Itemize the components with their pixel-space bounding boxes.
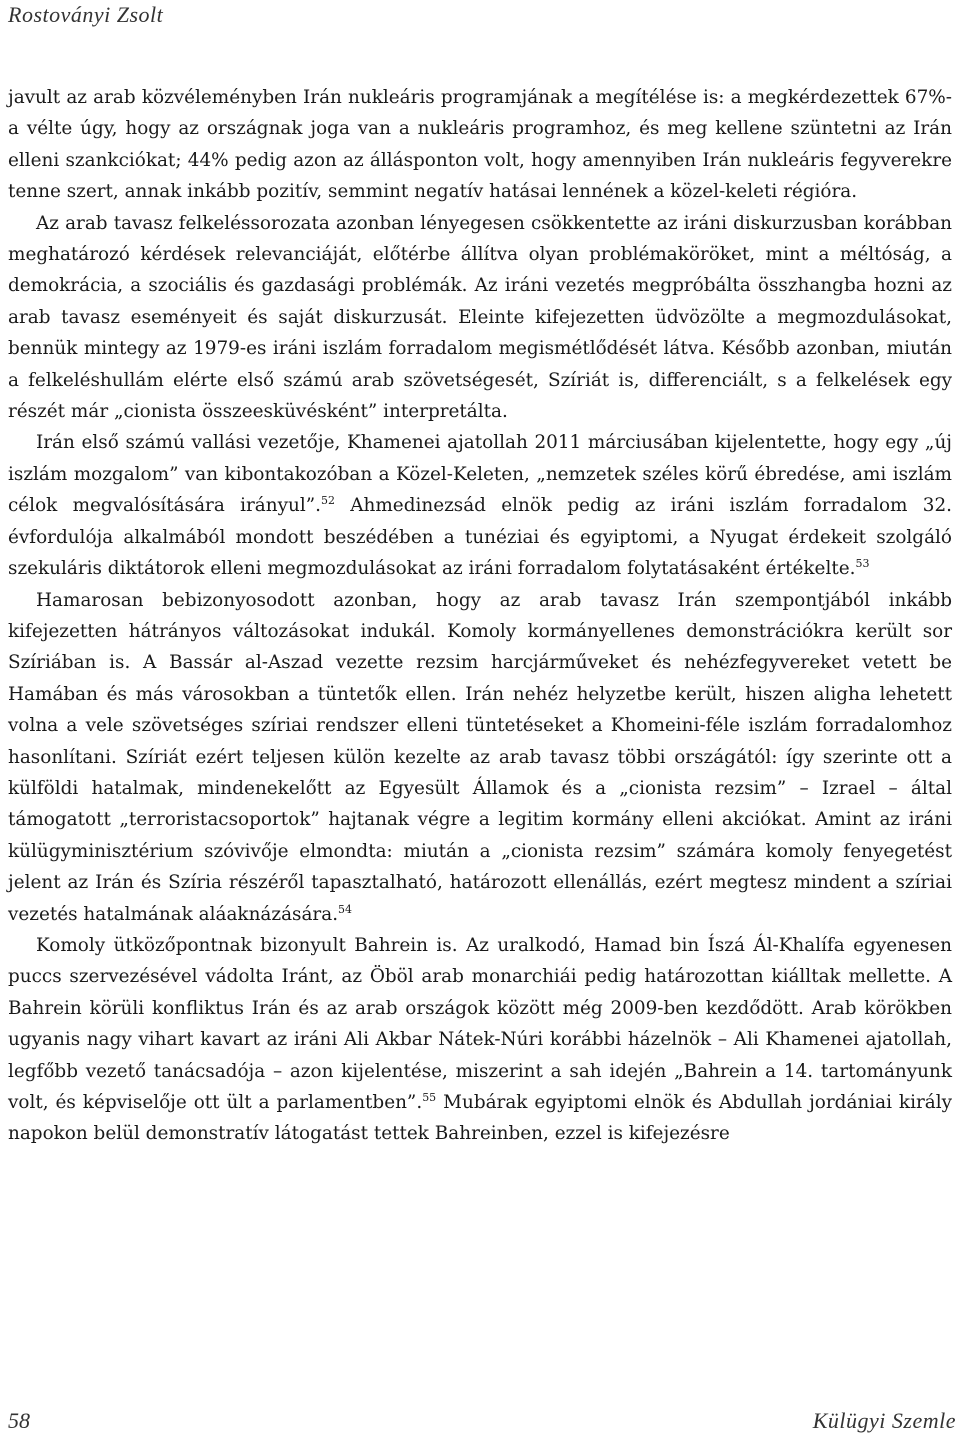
footnote-ref: 53: [855, 556, 870, 570]
footnote-ref: 55: [422, 1090, 437, 1104]
page-number: 58: [8, 1408, 30, 1433]
paragraph-2: [8, 208, 952, 428]
journal-name: Külügyi Szemle: [812, 1408, 956, 1433]
footnote-ref: 54: [338, 902, 353, 916]
paragraph-text: Az arab tavasz felkeléssorozata azonban lényegesen csökkentette az iráni diskurzusban korábban meghatározó kérdések relevanciáját, előtérbe állítva olyan problémaköröket, mint a méltóság, a demokrácia, a szociális és gazdasági problémák. Az iráni vezetés megpróbálta összhangba hozni az arab tavasz eseményeit és saját diskurzusát. Eleinte kifejezetten üdvözölte a megmozdulásokat, bennük mintegy az 1979-es iráni iszlám forradalom megismétlődését látva. Később azonban, miután a felkeléshullám elérte első számú arab szövetségesét, Szíriát is, differenciált, s a felkelések egy részét már „cionista összeesküvésként” interpretálta.: [8, 212, 952, 423]
body-text: [8, 82, 952, 1150]
paragraph-text: Ahmedinezsád elnök pedig az iráni iszlám forradalom 32. évfordulója alkalmából mondott beszédében a tunéziai és egyiptomi, a Nyugat érdekeit szolgáló szekuláris diktátorok elleni megmozdulásokat az iráni forradalom folytatásaként értékelte.: [8, 495, 952, 580]
paragraph-1: [8, 82, 952, 208]
running-header-author: Rostoványi Zsolt: [8, 2, 164, 27]
paragraph-text: Irán első számú vallási vezetője, Khamenei ajatollah 2011 márciusában kijelentette, hogy egy „új iszlám mozgalom” van kibontakozóban a Közel-Keleten, „nemzetek széles körű ébredése, ami iszlám célok megvalósítására irányul”.: [8, 432, 952, 517]
paragraph-text: Hamarosan bebizonyosodott azonban, hogy az arab tavasz Irán szempontjából inkább kifejezetten hátrányos változásokat indukál. Komoly kormányellenes demonstrációkra került sor Szíriában is. A Bassár al-Aszad vezette rezsim harcjárműveket és nehézfegyvereket vetett be Hamában és más városokban a tüntetők ellen. Irán nehéz helyzetbe került, hiszen aligha lehetett volna a vele szövetséges szíriai rendszer elleni tüntetéseket a Khomeini-féle iszlám forradalomhoz hasonlítani. Szíriát ezért teljesen külön kezelte az arab tavasz többi országától: így szerinte ott a külföldi hatalmak, mindenekelőtt az Egyesült Államok és a „cionista rezsim” – Izrael – által támogatott „terroristacsoportok” hajtanak végre a legitim kormány elleni akciókat. Amint az iráni külügyminisztérium szóvivője elmondta: miután a „cionista rezsim” számára komoly fenyegetést jelent az Irán és Szíria részéről tapasztalható, határozott ellenállás, ezért megtesz mindent a szíriai vezetés hatalmának aláaknázására.: [8, 589, 952, 925]
paragraph-5: [8, 930, 952, 1150]
paragraph-4: [8, 585, 952, 930]
paragraph-text: Komoly ütközőpontnak bizonyult Bahrein is. Az uralkodó, Hamad bin Íszá Ál-Khalífa egyenesen puccs szervezésével vádolta Iránt, az Öböl arab monarchiái pedig határozottan kiálltak mellette. A Bahrein körüli konfliktus Irán és az arab országok között még 2009-ben kezdődött. Arab körökben ugyanis nagy vihart kavart az iráni Ali Akbar Nátek-Núri korábbi házelnök – Ali Khamenei ajatollah, legfőbb vezető tanácsadója – azon kijelentése, miszerint a sah idején „Bahrein a 14. tartományunk volt, és képviselője ott ült a parlamentben”.: [8, 934, 952, 1113]
paragraph-text: Mubárak egyiptomi elnök és Abdullah jordániai király napokon belül demonstratív látogatást tettek Bahreinben, ezzel is kifejezésre: [8, 1092, 952, 1145]
paragraph-text: javult az arab közvéleményben Irán nukleáris programjának a megítélése is: a megkérdezettek 67%-a vélte úgy, hogy az országnak joga van a nukleáris programhoz, és meg kellene szüntetni az Irán elleni szankciókat; 44% pedig azon az állásponton volt, hogy amennyiben Irán nukleáris fegyverekre tenne szert, annak inkább pozitív, semmint negatív hatásai lennének a közel-keleti régióra.: [8, 87, 952, 203]
paragraph-3: [8, 427, 952, 584]
footnote-ref: 52: [320, 494, 335, 508]
